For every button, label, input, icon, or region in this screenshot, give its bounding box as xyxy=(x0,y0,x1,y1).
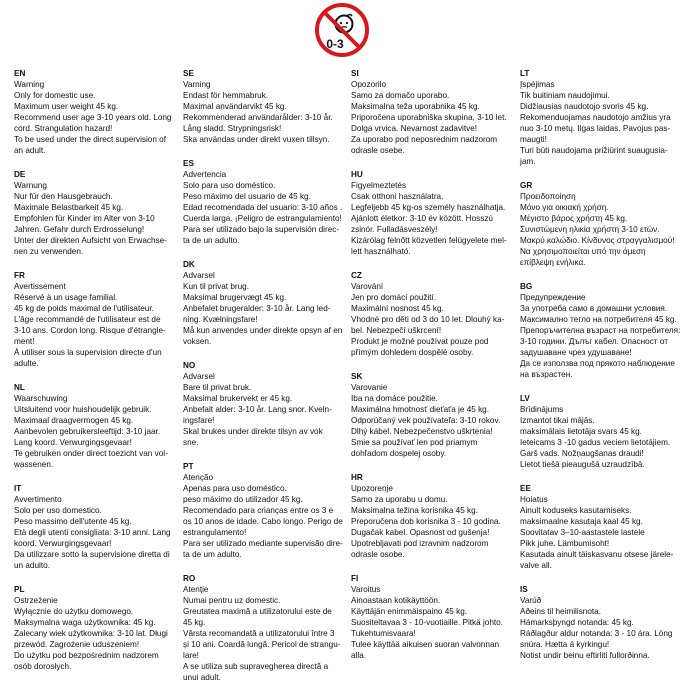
warning-text-line: Anbefalt alder: 3-10 år. Lang snor. Kveln- xyxy=(183,405,332,414)
warning-text-line: Advarsel xyxy=(183,271,215,280)
warning-text-line: Avertissement xyxy=(14,282,66,291)
warning-text-line: Maksimalna teža uporabnika 45 kg. xyxy=(351,102,480,111)
warning-section-hr xyxy=(351,472,519,560)
warning-text-line: Legfeljebb 45 kg-os személy használhatja. xyxy=(351,203,506,212)
warning-text-line: voksen. xyxy=(183,337,212,346)
language-code: NO xyxy=(183,361,196,370)
warning-text-line: Ainoastaan kotikäyttöön. xyxy=(351,596,441,605)
warning-text-line: Lang koord. Verwurgingsgevaar! xyxy=(14,438,132,447)
warning-text-line: Te gebruiken onder direct toezicht van vol- xyxy=(14,449,168,458)
warning-text-line: Dlhý kábel. Nebezpečenstvo uškrtenia! xyxy=(351,427,493,436)
warning-text-line: Ráðlagður aldur notanda: 3 - 10 ára. Löng xyxy=(520,629,673,638)
language-code: CZ xyxy=(351,271,362,280)
warning-text-line: Maksimalna težina korisnika 45 kg. xyxy=(351,506,478,515)
warning-text-line: Dugačak kabel. Opasnost od gušenja! xyxy=(351,528,490,537)
warning-text-line: Upozorenje xyxy=(351,484,393,493)
warning-section-es xyxy=(183,158,351,246)
warning-text-line: A se utiliza sub supravegherea directă a xyxy=(183,662,329,671)
warning-text-line: Tulee käyttää aikuisen suoran valvonnan xyxy=(351,640,500,649)
warning-text-line: Предупреждение xyxy=(520,293,586,302)
warning-text-line: jam. xyxy=(520,157,536,166)
warning-text-line: alla. xyxy=(351,651,367,660)
warning-text-line: Brīdinājums xyxy=(520,405,564,414)
warning-text-line: To be used under the direct supervision of xyxy=(14,135,167,144)
warning-text-line: επίβλεψη ενήλικα. xyxy=(520,258,586,267)
warning-text-line: 45 kg de poids maximal de l'utilisateur. xyxy=(14,304,154,313)
warning-text-line: Iba na domáce použitie. xyxy=(351,394,438,403)
warning-text-line: Da utilizzare sotto la supervisione diretta di xyxy=(14,550,170,559)
warning-section-bg xyxy=(520,281,688,380)
warning-text-line: Priporočena uporabniška skupina, 3-10 let. xyxy=(351,113,507,122)
warning-text-line: Lietot tiešā pieaugušā uzraudzībā. xyxy=(520,460,645,469)
warning-section-lt xyxy=(520,68,688,167)
warning-text-line: cord. Strangulation hazard! xyxy=(14,124,113,133)
language-code: EN xyxy=(14,69,26,78)
warning-text-line: Vhodné pro děti od 3 do 10 let. Dlouhý ka- xyxy=(351,315,505,324)
warning-text-line: Ostrzeżenie xyxy=(14,596,58,605)
warning-text-line: Solo per uso domestico. xyxy=(14,506,102,515)
warning-text-line: odrasle osebe. xyxy=(351,146,405,155)
warning-text-line: Maksimal brugervægt 45 kg. xyxy=(183,293,287,302)
warning-text-line: Ainult koduseks kasutamiseks. xyxy=(520,506,632,515)
warning-text-line: À utiliser sous la supervision directe d'un xyxy=(14,348,162,357)
language-code: EE xyxy=(520,484,531,493)
warning-text-line: Didžiausias naudotojo svoris 45 kg. xyxy=(520,102,649,111)
warning-text-line: zsinór. Fulladásveszély! xyxy=(351,225,438,234)
warning-text-line: an adult. xyxy=(14,146,46,155)
warning-section-nl xyxy=(14,382,182,470)
warning-text-line: Za uporabo pod neposrednim nadzorom xyxy=(351,135,498,144)
warning-section-it xyxy=(14,483,182,571)
warning-text-line: wassenen. xyxy=(14,460,54,469)
warning-text-line: Produkt je možné používat pouze pod xyxy=(351,337,489,346)
warning-text-line: Μακρύ καλώδιο. Κίνδυνος στραγγαλισμού! xyxy=(520,236,675,245)
warning-text-line: Jahren. Gefahr durch Erdrosselung! xyxy=(14,225,145,234)
warning-text-line: lett használható. xyxy=(351,247,411,256)
warning-text-line: Samo za domačo uporabo. xyxy=(351,91,450,100)
warning-text-line: Peso massimo dell'utente 45 kg. xyxy=(14,517,132,526)
language-code: IS xyxy=(520,585,528,594)
warning-column xyxy=(183,68,351,696)
warning-section-en xyxy=(14,68,182,156)
warning-text-line: Препоръчителна възраст на потребителя: xyxy=(520,326,681,335)
language-code: GR xyxy=(520,181,533,190)
warning-text-line: Atenție xyxy=(183,585,209,594)
warning-text-line: ning. Kvælningsfare! xyxy=(183,315,258,324)
language-code: SE xyxy=(183,69,194,78)
warning-section-fi xyxy=(351,573,519,661)
language-code: HR xyxy=(351,473,363,482)
warning-text-line: Anbefalet brugeralder: 3-10 år. Lang led- xyxy=(183,304,331,313)
warning-text-line: ingsfare! xyxy=(183,416,215,425)
warning-text-line: Advarsel xyxy=(183,372,215,381)
warning-text-line: estrangulamento! xyxy=(183,528,247,537)
warning-text-line: Età degli utenti consigliata: 3-10 anni. Lang xyxy=(14,528,171,537)
warning-text-line: на възрастен. xyxy=(520,370,573,379)
warning-text-line: przewód. Zagrożenie uduszeniem! xyxy=(14,640,140,649)
warning-text-line: Smie sa používať len pod priamym xyxy=(351,438,478,447)
warning-text-line: Recomendado para crianças entre os 3 e xyxy=(183,506,334,515)
warning-text-line: Maximum user weight 45 kg. xyxy=(14,102,119,111)
warning-text-line: задушаване чрез удушаване! xyxy=(520,348,632,357)
warning-text-line: Lång sladd. Strypningsrisk! xyxy=(183,124,282,133)
warning-text-line: Cuerda larga. ¡Peligro de estrangulamiento! xyxy=(183,214,342,223)
warning-text-line: Soovitatav 3–10-aastastele lastele xyxy=(520,528,645,537)
warning-section-no xyxy=(183,360,351,448)
warning-text-line: 45 kg. xyxy=(183,618,206,627)
warning-section-de xyxy=(14,169,182,257)
language-code: LV xyxy=(520,394,530,403)
warning-text-line: Varning xyxy=(183,80,211,89)
no-child-under-3-icon xyxy=(314,2,370,58)
warning-text-line: 3-10 години. Дълъг кабел. Опасност от xyxy=(520,337,668,346)
language-code: RO xyxy=(183,574,196,583)
warning-text-line: Skal brukes under direkte tilsyn av vok xyxy=(183,427,323,436)
warning-text-line: Μέγιστο βάρος χρήστη 45 kg. xyxy=(520,214,628,223)
warning-text-line: Ieteicams 3 -10 gadus veciem lietotājiem. xyxy=(520,438,671,447)
warning-text-line: Maksymalna waga użytkownika: 45 kg. xyxy=(14,618,156,627)
warning-text-line: Apenas para uso doméstico. xyxy=(183,484,287,493)
warning-text-line: Samo za uporabu u domu. xyxy=(351,495,448,504)
warning-text-line: Do użytku pod bezpośrednim nadzorem xyxy=(14,651,159,660)
warning-text-line: Suositeltavaa 3 - 10-vuotiaille. Pitkä johto. xyxy=(351,618,504,627)
warning-section-fr xyxy=(14,270,182,369)
warning-section-ro xyxy=(183,573,351,683)
warning-text-line: Να χρησιμοποιείται υπό την άμεση xyxy=(520,247,646,256)
warning-text-line: bel. Nebezpečí uškrcení! xyxy=(351,326,442,335)
warning-text-line: Warnung xyxy=(14,181,47,190)
warning-text-line: nuo 3-10 metų. Ilgas laidas. Pavojus pas- xyxy=(520,124,671,133)
warning-text-line: Advertencia xyxy=(183,170,227,179)
warning-text-line: Wyłącznie do użytku domowego. xyxy=(14,607,134,616)
warning-text-line: Aanbevolen gebruikersleeftijd: 3-10 jaar. xyxy=(14,427,161,436)
language-code: PT xyxy=(183,462,194,471)
warning-text-line: ta de un adulto. xyxy=(183,236,240,245)
warning-text-line: Warning xyxy=(14,80,45,89)
language-code: FR xyxy=(14,271,25,280)
warning-text-line: Jen pro domácí použití. xyxy=(351,293,437,302)
warning-text-line: Да се използва под прякото наблюдение xyxy=(520,359,675,368)
warning-text-line: Peso máximo del usuario de 45 kg. xyxy=(183,192,311,201)
warning-text-line: Maximaal draagvermogen 45 kg. xyxy=(14,416,134,425)
warning-text-line: Upotrebljavati pod izravnim nadzorom xyxy=(351,539,489,548)
age-label: 0-3 xyxy=(326,37,344,51)
warning-text-line: Greutatea maximă a utilizatorului este de xyxy=(183,607,332,616)
warning-section-ee xyxy=(520,483,688,571)
warning-text-line: Kasutada ainult täiskasvanu otsese järele- xyxy=(520,550,674,559)
warning-text-line: valve all. xyxy=(520,561,552,570)
warning-text-line: Zalecany wiek użytkownika: 3-10 lat. Długi xyxy=(14,629,168,638)
warning-text-line: Odporúčaný vek používateľa: 3-10 rokov. xyxy=(351,416,501,425)
warning-section-pl xyxy=(14,584,182,672)
warning-text-line: Solo para uso doméstico. xyxy=(183,181,276,190)
warning-text-line: Maximální nosnost 45 kg. xyxy=(351,304,444,313)
warning-text-line: 3-10 ans. Cordon long. Risque d'étrangle- xyxy=(14,326,166,335)
warning-text-line: odrasle osobe. xyxy=(351,550,405,559)
warning-text-line: Rekommenderad användarålder: 3-10 år. xyxy=(183,113,333,122)
language-code: DK xyxy=(183,260,195,269)
warning-text-line: Turi būti naudojama prižiūrint suaugusia- xyxy=(520,146,668,155)
warning-text-line: Garš vads. Nožņaugšanas draudi! xyxy=(520,449,644,458)
warning-text-line: Avvertimento xyxy=(14,495,62,504)
warning-column xyxy=(520,68,688,674)
warning-text-line: Maximale Belastbarkeit 45 kg. xyxy=(14,203,124,212)
warning-text-line: Rekomenduojamas naudotojo amžius yra xyxy=(520,113,671,122)
warning-text-line: Varoitus xyxy=(351,585,381,594)
language-code: IT xyxy=(14,484,22,493)
warning-text-line: Para ser utilizado mediante supervisão dire- xyxy=(183,539,343,548)
warning-text-line: За употреба само в домашни условия. xyxy=(520,304,668,313)
warning-text-line: lare! xyxy=(183,651,199,660)
warning-section-cz xyxy=(351,270,519,358)
warning-text-line: Dolga vrvica. Nevarnost zadavitve! xyxy=(351,124,478,133)
warning-text-line: Réservé à un usage familial. xyxy=(14,293,118,302)
warning-text-line: dohľadom dospelej osoby. xyxy=(351,449,447,458)
warning-text-line: peso máximo do utilizador 45 kg. xyxy=(183,495,303,504)
language-code: NL xyxy=(14,383,25,392)
warning-text-line: přímým dohledem dospělé osoby. xyxy=(351,348,474,357)
language-code: FI xyxy=(351,574,359,583)
warning-text-line: Notist undir beinu eftirliti fullorðinna. xyxy=(520,651,650,660)
warning-text-line: Προειδοποίηση xyxy=(520,192,576,201)
warning-text-line: Para ser utilizado bajo la supervisión direc- xyxy=(183,225,340,234)
warning-text-line: Only for domestic use. xyxy=(14,91,96,100)
language-code: ES xyxy=(183,159,194,168)
warning-column xyxy=(14,68,182,685)
warning-text-line: Kun til privat brug. xyxy=(183,282,249,291)
warning-text-line: koord. Verwurgingsgevaar! xyxy=(14,539,112,548)
warning-text-line: Bare til privat bruk. xyxy=(183,383,252,392)
warning-text-line: maksimaalne kasutaja kaal 45 kg. xyxy=(520,517,643,526)
warning-text-line: adulte. xyxy=(14,359,39,368)
warning-text-line: Aðeins til heimilisnota. xyxy=(520,607,602,616)
warning-column xyxy=(351,68,519,674)
warning-text-line: ment! xyxy=(14,337,35,346)
warning-text-line: Endast för hemmabruk. xyxy=(183,91,269,100)
warning-text-line: Käyttäjän enimmäispaino 45 kg. xyxy=(351,607,468,616)
language-code: HU xyxy=(351,170,363,179)
warning-text-line: Empfohlen für Kinder im Alter von 3-10 xyxy=(14,214,155,223)
warning-section-si xyxy=(351,68,519,156)
warning-text-line: Waarschuwing xyxy=(14,394,68,403)
warning-text-line: Varovanie xyxy=(351,383,388,392)
warning-text-line: Įspėjimas xyxy=(520,80,555,89)
warning-section-gr xyxy=(520,180,688,268)
language-code: SI xyxy=(351,69,359,78)
warning-text-line: Recommend user age 3-10 years old. Long xyxy=(14,113,172,122)
warning-section-pt xyxy=(183,461,351,560)
language-code: PL xyxy=(14,585,25,594)
warning-text-line: Maksimal brukervekt er 45 kg. xyxy=(183,394,293,403)
warning-text-line: Hoiatus xyxy=(520,495,548,504)
warning-text-line: Maximálna hmotnosť dieťaťa je 45 kg. xyxy=(351,405,490,414)
warning-text-line: Tukehtumisvaara! xyxy=(351,629,416,638)
warning-section-sk xyxy=(351,371,519,459)
warning-text-line: unui adult. xyxy=(183,673,221,682)
warning-section-lv xyxy=(520,393,688,470)
warning-text-line: nen zu verwenden. xyxy=(14,247,84,256)
warning-text-line: Varúð xyxy=(520,596,542,605)
warning-text-line: Kizárólag felnőtt közvetlen felügyelete mel- xyxy=(351,236,507,245)
language-code: BG xyxy=(520,282,533,291)
warning-section-hu xyxy=(351,169,519,257)
warning-section-dk xyxy=(183,259,351,347)
warning-text-line: Ajánlott életkor: 3-10 év között. Hosszú xyxy=(351,214,493,223)
warning-text-line: Nur für den Hausgebrauch. xyxy=(14,192,113,201)
warning-text-line: Opozorilo xyxy=(351,80,387,89)
warning-text-line: Μόνο για οικιακή χρήση. xyxy=(520,203,609,212)
warning-text-line: Figyelmeztetés xyxy=(351,181,407,190)
warning-text-line: Tik buitiniam naudojimui. xyxy=(520,91,610,100)
warning-text-line: Pikk juhe. Lämbumisoht! xyxy=(520,539,610,548)
warning-text-line: Максимално тегло на потребителя 45 kg. xyxy=(520,315,677,324)
warning-text-line: Unter der direkten Aufsicht von Erwachse- xyxy=(14,236,167,245)
warning-text-line: Atenção xyxy=(183,473,214,482)
warning-text-line: Uitsluitend voor huishoudelijk gebruik. xyxy=(14,405,152,414)
warning-text-line: și 10 ani. Coardă lungă. Pericol de strangu- xyxy=(183,640,341,649)
warning-text-line: Izmantot tikai mājās. xyxy=(520,416,595,425)
language-code: DE xyxy=(14,170,26,179)
warning-text-line: Edad recomendada del usuario: 3-10 años . xyxy=(183,203,343,212)
warning-text-line: L'âge recommandé de l'utilisateur est de xyxy=(14,315,161,324)
warning-text-line: un adulto. xyxy=(14,561,50,570)
warning-text-line: sne. xyxy=(183,438,199,447)
warning-text-line: Preporučena dob korisnika 3 - 10 godina. xyxy=(351,517,501,526)
warning-text-line: Maximal användarvikt 45 kg. xyxy=(183,102,287,111)
warning-text-line: maksimālais lietotāja svars 45 kg. xyxy=(520,427,642,436)
warning-text-line: Hámarksþyngd notanda: 45 kg. xyxy=(520,618,634,627)
warning-text-line: snúra. Hætta á kyrkingu! xyxy=(520,640,610,649)
warning-text-line: Må kun anvendes under direkte opsyn af en xyxy=(183,326,343,335)
warning-text-line: os 10 anos de idade. Cabo longo. Perigo de xyxy=(183,517,343,526)
language-code: SK xyxy=(351,372,363,381)
warning-text-line: ta de um adulto. xyxy=(183,550,242,559)
warning-text-line: Vârsta recomandată a utilizatorului între 3 xyxy=(183,629,335,638)
warning-text-line: Ska användas under direkt vuxen tillsyn. xyxy=(183,135,330,144)
warning-text-line: osób dorosłych. xyxy=(14,662,72,671)
warning-section-se xyxy=(183,68,351,145)
warning-text-line: Varování xyxy=(351,282,384,291)
language-code: LT xyxy=(520,69,530,78)
warning-text-line: Numai pentru uz domestic. xyxy=(183,596,281,605)
warning-text-line: Csak otthoni használatra. xyxy=(351,192,444,201)
warning-text-line: maugti! xyxy=(520,135,547,144)
warning-section-is xyxy=(520,584,688,661)
warning-text-line: Συνιστώμενη ηλικία χρήστη 3-10 ετών. xyxy=(520,225,660,234)
